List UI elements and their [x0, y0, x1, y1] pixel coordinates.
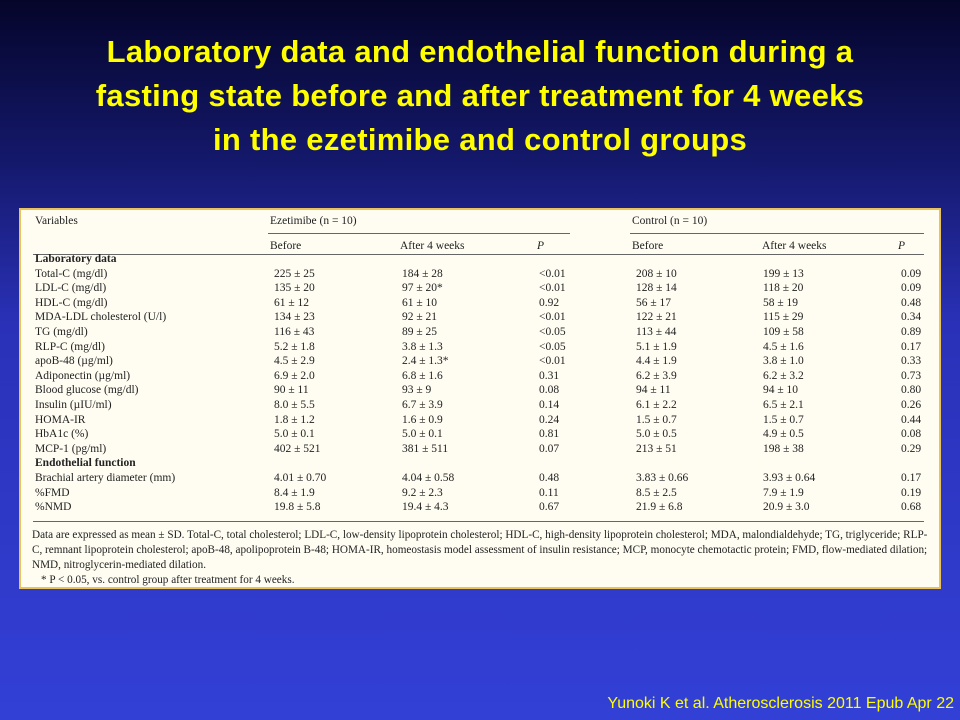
control-after-cell: 3.93 ± 0.64: [763, 472, 816, 484]
ezetimibe-before-cell: 5.0 ± 0.1: [274, 428, 315, 441]
section-heading: Endothelial function: [35, 457, 136, 470]
row-label: Insulin (µIU/ml): [35, 399, 112, 411]
ezetimibe-before-cell: 135 ± 20: [274, 282, 315, 295]
table-bottom-rule: [33, 521, 924, 522]
row-label: apoB-48 (µg/ml): [35, 355, 113, 368]
row-label: TG (mg/dl): [35, 326, 88, 338]
header-bottom-rule: [33, 254, 924, 255]
control-p-cell: 0.34: [901, 311, 922, 324]
table-footnote: Data are expressed as mean ± SD. Total-C, total cholesterol; LDL-C, low-density lipoprotein cholesterol; HDL-C, high-density lipoprotein cholesterol; MDA, malondialdehyde; TG, triglyceride; RLP-C, remnant lipoprotein cholesterol; apoB-48, apolipoprotein B-48; HOMA-IR, homeostasis model assessment of insulin resistance; MCP, monocyte chemotactic protein; FMD, flow-mediated dilation; NMD, nitroglycerin-mediated dilation.: [32, 529, 928, 571]
control-after-cell: 4.9 ± 0.5: [763, 428, 804, 441]
control-p-cell: 0.09: [901, 282, 922, 295]
control-before-cell: 3.83 ± 0.66: [636, 472, 689, 484]
ezetimibe-after-cell: 6.8 ± 1.6: [402, 369, 443, 382]
control-p-cell: 0.09: [901, 267, 922, 280]
row-label: Adiponectin (µg/ml): [35, 369, 131, 382]
control-p-cell: 0.68: [901, 501, 922, 514]
ezetimibe-before-header: Before: [270, 240, 302, 252]
control-before-cell: 213 ± 51: [636, 442, 677, 455]
ezetimibe-before-cell: 402 ± 521: [274, 442, 321, 455]
ezetimibe-p-cell: <0.01: [539, 267, 566, 280]
control-p-cell: 0.17: [901, 340, 922, 353]
ezetimibe-after-cell: 89 ± 25: [402, 326, 438, 338]
ezetimibe-after-cell: 19.4 ± 4.3: [402, 501, 449, 514]
ezetimibe-after-cell: 97 ± 20*: [402, 282, 443, 295]
ezetimibe-p-cell: <0.05: [539, 326, 566, 338]
section-heading: Laboratory data: [35, 253, 117, 265]
control-before-cell: 5.1 ± 1.9: [636, 340, 677, 353]
ezetimibe-before-cell: 61 ± 12: [274, 296, 310, 309]
control-after-cell: 109 ± 58: [763, 326, 804, 338]
ezetimibe-after-cell: 9.2 ± 2.3: [402, 486, 443, 499]
significance-note: * P < 0.05, vs. control group after treatment for 4 weeks.: [41, 574, 295, 586]
control-after-cell: 1.5 ± 0.7: [763, 413, 804, 426]
control-p-cell: 0.89: [901, 326, 922, 338]
control-before-cell: 1.5 ± 0.7: [636, 413, 677, 426]
control-p-cell: 0.44: [901, 413, 922, 426]
ezetimibe-after-cell: 2.4 ± 1.3*: [402, 355, 449, 368]
control-before-cell: 4.4 ± 1.9: [636, 355, 677, 368]
ezetimibe-p-cell: 0.07: [539, 442, 560, 455]
row-label: %FMD: [35, 486, 70, 499]
ezetimibe-p-cell: 0.92: [539, 296, 560, 309]
ezetimibe-p-cell: <0.05: [539, 340, 566, 353]
ezetimibe-p-cell: 0.31: [539, 369, 560, 382]
ezetimibe-before-cell: 19.8 ± 5.8: [274, 501, 321, 514]
control-after-cell: 3.8 ± 1.0: [763, 355, 804, 368]
row-label: Total-C (mg/dl): [35, 267, 108, 280]
slide-title: [0, 30, 960, 162]
title-line-1: Laboratory data and endothelial function during a: [106, 34, 854, 69]
ezetimibe-p-cell: 0.11: [539, 486, 559, 499]
title-line-2: fasting state before and after treatment for 4 weeks: [95, 78, 865, 113]
ezetimibe-p-header: P: [537, 240, 545, 252]
control-p-cell: 0.17: [901, 472, 922, 484]
ezetimibe-after-cell: 4.04 ± 0.58: [402, 472, 455, 484]
ezetimibe-before-cell: 8.4 ± 1.9: [274, 486, 315, 499]
control-after-cell: 199 ± 13: [763, 267, 804, 280]
ezetimibe-after-header: After 4 weeks: [400, 240, 465, 252]
control-before-header: Before: [632, 240, 664, 252]
control-before-cell: 5.0 ± 0.5: [636, 428, 677, 441]
ezetimibe-header-rule: [268, 233, 570, 234]
ezetimibe-p-cell: <0.01: [539, 282, 566, 295]
row-label: HOMA-IR: [35, 413, 86, 426]
ezetimibe-after-cell: 61 ± 10: [402, 296, 438, 309]
variables-header: Variables: [35, 215, 78, 227]
control-after-cell: 6.5 ± 2.1: [763, 399, 804, 411]
ezetimibe-group-header: Ezetimibe (n = 10): [270, 215, 357, 227]
control-before-cell: 6.2 ± 3.9: [636, 369, 677, 382]
row-label: Brachial artery diameter (mm): [35, 472, 176, 484]
ezetimibe-p-cell: 0.14: [539, 399, 560, 411]
citation: Yunoki K et al. Atherosclerosis 2011 Epub Apr 22: [607, 695, 954, 712]
ezetimibe-before-cell: 4.01 ± 0.70: [274, 472, 327, 484]
title-line-3: in the ezetimibe and control groups: [212, 122, 748, 157]
control-after-cell: 94 ± 10: [763, 384, 799, 397]
ezetimibe-p-cell: <0.01: [539, 311, 566, 324]
row-label: HDL-C (mg/dl): [35, 296, 108, 309]
row-label: Blood glucose (mg/dl): [35, 384, 139, 397]
ezetimibe-after-cell: 5.0 ± 0.1: [402, 428, 443, 441]
ezetimibe-p-cell: <0.01: [539, 355, 566, 368]
control-group-header: Control (n = 10): [632, 215, 708, 227]
control-p-cell: 0.33: [901, 355, 922, 368]
row-label: RLP-C (mg/dl): [35, 340, 105, 353]
ezetimibe-after-cell: 93 ± 9: [402, 384, 432, 397]
control-before-cell: 56 ± 17: [636, 296, 672, 309]
control-after-cell: 6.2 ± 3.2: [763, 369, 804, 382]
control-after-cell: 115 ± 29: [763, 311, 804, 324]
control-after-cell: 198 ± 38: [763, 442, 804, 455]
control-before-cell: 8.5 ± 2.5: [636, 486, 677, 499]
ezetimibe-before-cell: 8.0 ± 5.5: [274, 399, 315, 411]
control-p-cell: 0.26: [901, 399, 922, 411]
row-label: MDA-LDL cholesterol (U/l): [35, 311, 167, 324]
ezetimibe-before-cell: 1.8 ± 1.2: [274, 413, 315, 426]
ezetimibe-before-cell: 4.5 ± 2.9: [274, 355, 315, 368]
control-before-cell: 113 ± 44: [636, 326, 677, 338]
control-after-cell: 4.5 ± 1.6: [763, 340, 804, 353]
ezetimibe-before-cell: 90 ± 11: [274, 384, 309, 397]
control-after-cell: 7.9 ± 1.9: [763, 486, 804, 499]
ezetimibe-after-cell: 1.6 ± 0.9: [402, 413, 443, 426]
control-before-cell: 21.9 ± 6.8: [636, 501, 683, 514]
control-before-cell: 128 ± 14: [636, 282, 677, 295]
control-after-cell: 58 ± 19: [763, 296, 799, 309]
ezetimibe-before-cell: 5.2 ± 1.8: [274, 340, 315, 353]
row-label: LDL-C (mg/dl): [35, 282, 107, 295]
ezetimibe-after-cell: 3.8 ± 1.3: [402, 340, 443, 353]
control-before-cell: 94 ± 11: [636, 384, 671, 397]
ezetimibe-after-cell: 381 ± 511: [402, 442, 449, 455]
control-after-cell: 118 ± 20: [763, 282, 804, 295]
row-label: HbA1c (%): [35, 428, 89, 441]
ezetimibe-before-cell: 116 ± 43: [274, 326, 315, 338]
ezetimibe-p-cell: 0.24: [539, 413, 560, 426]
control-header-rule: [630, 233, 924, 234]
control-p-cell: 0.48: [901, 296, 922, 309]
ezetimibe-before-cell: 134 ± 23: [274, 311, 315, 324]
data-table-panel: [19, 208, 941, 589]
control-p-cell: 0.19: [901, 486, 922, 499]
ezetimibe-after-cell: 6.7 ± 3.9: [402, 399, 443, 411]
control-p-cell: 0.80: [901, 384, 922, 397]
control-p-header: P: [898, 240, 906, 252]
ezetimibe-before-cell: 225 ± 25: [274, 267, 315, 280]
ezetimibe-after-cell: 92 ± 21: [402, 311, 438, 324]
control-after-cell: 20.9 ± 3.0: [763, 501, 810, 514]
control-p-cell: 0.29: [901, 442, 922, 455]
control-before-cell: 6.1 ± 2.2: [636, 399, 677, 411]
row-label: MCP-1 (pg/ml): [35, 442, 107, 455]
control-before-cell: 122 ± 21: [636, 311, 677, 324]
ezetimibe-after-cell: 184 ± 28: [402, 267, 443, 280]
ezetimibe-p-cell: 0.81: [539, 428, 560, 441]
ezetimibe-p-cell: 0.67: [539, 501, 560, 514]
control-before-cell: 208 ± 10: [636, 267, 677, 280]
row-label: %NMD: [35, 501, 72, 514]
control-after-header: After 4 weeks: [762, 240, 827, 252]
ezetimibe-before-cell: 6.9 ± 2.0: [274, 369, 315, 382]
control-p-cell: 0.08: [901, 428, 922, 441]
ezetimibe-p-cell: 0.48: [539, 472, 560, 484]
ezetimibe-p-cell: 0.08: [539, 384, 560, 397]
control-p-cell: 0.73: [901, 369, 922, 382]
